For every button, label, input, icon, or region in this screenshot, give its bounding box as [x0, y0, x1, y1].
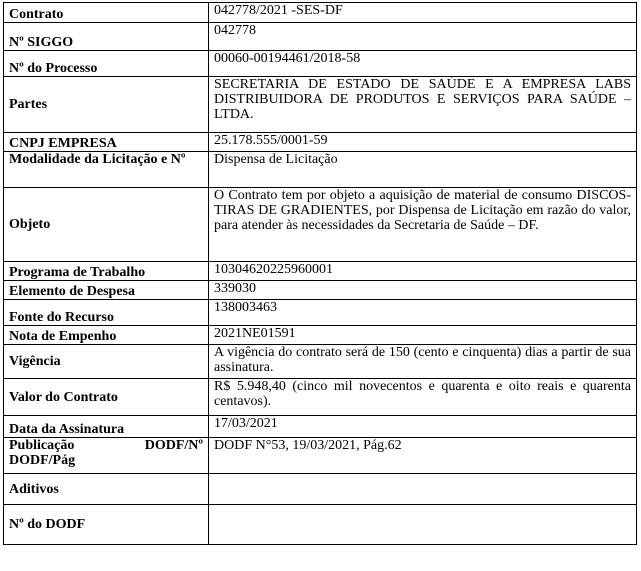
row-dodf	[4, 505, 637, 545]
label-empenho: Nota de Empenho	[4, 326, 209, 345]
value-cnpj: 25.178.555/0001-59	[209, 133, 637, 152]
value-processo: 00060-00194461/2018-58	[209, 51, 637, 77]
row-modalidade	[4, 152, 637, 188]
row-elemento	[4, 281, 637, 300]
row-objeto	[4, 188, 637, 262]
label-objeto: Objeto	[4, 188, 209, 262]
value-dodf	[209, 505, 637, 545]
value-elemento: 339030	[209, 281, 637, 300]
value-objeto: O Contrato tem por objeto a aquisição de material de consumo DISCOS-TIRAS DE GRADIENTES, por Dispensa de Licitação em razão do valor, para atender às necessidades da Secretaria de Saúde – DF.	[209, 188, 637, 262]
row-fonte	[4, 300, 637, 326]
label-modalidade: Modalidade da Licitação e Nº	[4, 152, 209, 188]
value-partes: SECRETARIA DE ESTADO DE SAÚDE E A EMPRESA LABS DISTRIBUIDORA DE PRODUTOS E SERVIÇOS PARA SAÚDE – LTDA.	[209, 77, 637, 133]
label-siggo: Nº SIGGO	[4, 23, 209, 51]
label-programa: Programa de Trabalho	[4, 262, 209, 281]
row-empenho	[4, 326, 637, 345]
value-siggo: 042778	[209, 23, 637, 51]
row-publicacao	[4, 438, 637, 474]
value-programa: 10304620225960001	[209, 262, 637, 281]
row-vigencia	[4, 345, 637, 379]
label-cnpj: CNPJ EMPRESA	[4, 133, 209, 152]
value-contrato: 042778/2021 -SES-DF	[209, 3, 637, 23]
row-siggo	[4, 23, 637, 51]
row-programa	[4, 262, 637, 281]
label-processo: Nº do Processo	[4, 51, 209, 77]
row-cnpj	[4, 133, 637, 152]
label-dodf: Nº do DODF	[4, 505, 209, 545]
label-partes: Partes	[4, 77, 209, 133]
row-data	[4, 416, 637, 438]
contract-summary-table	[3, 2, 637, 545]
label-elemento: Elemento de Despesa	[4, 281, 209, 300]
value-fonte: 138003463	[209, 300, 637, 326]
row-contrato	[4, 3, 637, 23]
label-data: Data da Assinatura	[4, 416, 209, 438]
value-empenho: 2021NE01591	[209, 326, 637, 345]
value-data: 17/03/2021	[209, 416, 637, 438]
row-partes	[4, 77, 637, 133]
label-vigencia: Vigência	[4, 345, 209, 379]
row-aditivos	[4, 474, 637, 505]
label-contrato: Contrato	[4, 3, 209, 23]
label-publicacao-part1: Publicação	[9, 438, 75, 453]
row-processo	[4, 51, 637, 77]
value-publicacao: DODF N°53, 19/03/2021, Pág.62	[209, 438, 637, 474]
value-valor: R$ 5.948,40 (cinco mil novecentos e quarenta e oito reais e quarenta centavos).	[209, 379, 637, 416]
value-aditivos	[209, 474, 637, 505]
label-publicacao	[4, 438, 209, 474]
label-fonte: Fonte do Recurso	[4, 300, 209, 326]
label-valor: Valor do Contrato	[4, 379, 209, 416]
label-publicacao-part2: DODF/Nº	[144, 438, 203, 453]
value-modalidade: Dispensa de Licitação	[209, 152, 637, 188]
value-vigencia: A vigência do contrato será de 150 (cento e cinquenta) dias a partir de sua assinatura.	[209, 345, 637, 379]
label-publicacao-part3: DODF/Pág	[9, 453, 76, 468]
row-valor	[4, 379, 637, 416]
label-aditivos: Aditivos	[4, 474, 209, 505]
